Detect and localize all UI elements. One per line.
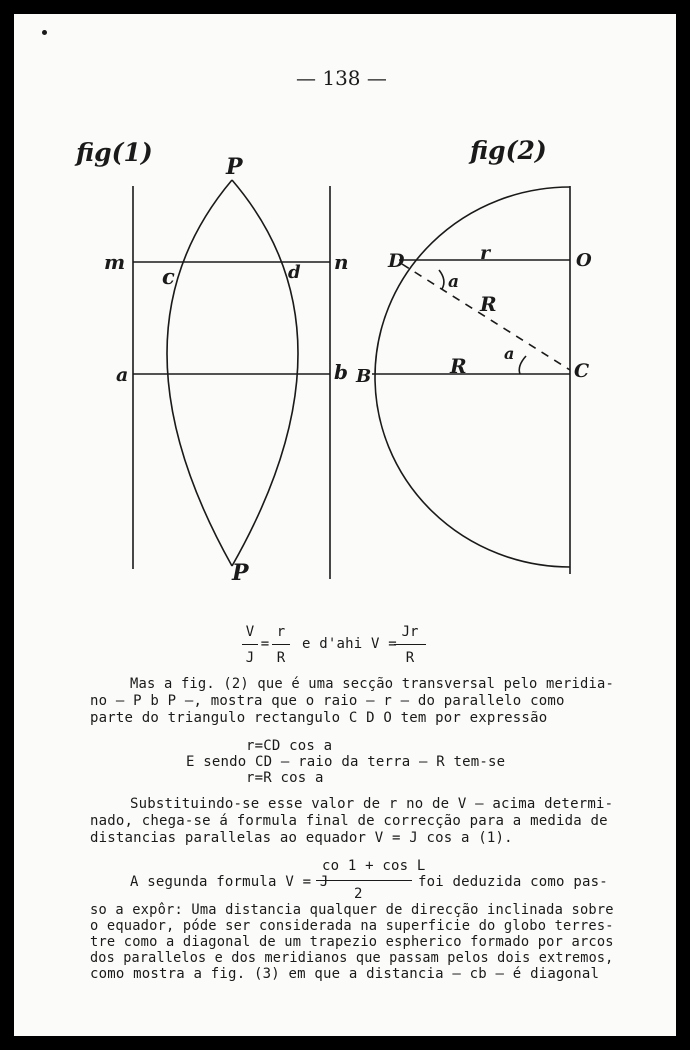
fig2-point-B: B	[356, 366, 372, 387]
fig1-point-d: d	[288, 262, 301, 283]
fig1-point-P-bottom: P	[232, 560, 249, 586]
fig2-label: fig(2)	[470, 136, 547, 165]
fig2-point-D: D	[388, 250, 405, 272]
fig2-point-O: O	[576, 250, 592, 271]
eq1-R2: R	[405, 650, 415, 666]
para3-line4: dos parallelos e dos meridianos que passam pelos dois extremos,	[90, 950, 614, 966]
para3-line3: tre como a diagonal de um trapezio espherico formado por arcos	[90, 934, 614, 950]
para3-line5: como mostra a fig. (3) em que a distancia — cb — é diagonal	[90, 966, 600, 982]
eq1-bar-right	[394, 644, 426, 645]
fig2-angle-arc-a2	[519, 356, 526, 374]
para1-line3: parte do triangulo rectangulo C D O tem por expressão	[90, 710, 548, 726]
eq1-equals: =	[260, 636, 270, 652]
fig2-label-R1: R	[480, 292, 497, 316]
formula-r-R: r=R cos a	[246, 770, 324, 786]
para2-line2: nado, chega-se á formula final de correcção para a medida de	[90, 813, 608, 829]
eq1-R: R	[276, 650, 286, 666]
eq1-V: V	[245, 624, 255, 640]
fig2-angle-a2: a	[504, 344, 515, 363]
eq1-r: r	[276, 624, 286, 640]
eq1-bar-mid	[272, 644, 290, 645]
para2-line3: distancias parallelas ao equador V = J cos a (1).	[90, 830, 513, 846]
para3-line1: so a expôr: Uma distancia qualquer de direcção inclinada sobre	[90, 902, 614, 918]
fig1-point-m: m	[104, 250, 126, 274]
fig2-angle-a1: a	[448, 272, 460, 292]
fig2-angle-arc-a1	[439, 270, 444, 289]
formula-r-cd: r=CD cos a	[246, 738, 333, 754]
eq1-Jr: Jr	[401, 624, 419, 640]
eq2-denominator: 2	[354, 886, 363, 902]
eq1-text: e d'ahi V =	[302, 636, 397, 652]
fig1-right-arc	[232, 180, 298, 566]
fig2-label-r: r	[480, 242, 491, 264]
fig2-radius-dc	[402, 264, 570, 370]
formula-sendo: E sendo CD — raio da terra — R tem-se	[186, 754, 506, 770]
fig2-semicircle	[375, 187, 570, 567]
para3-line2: o equador, póde ser considerada na superficie do globo terres-	[90, 918, 614, 934]
eq2-lead: A segunda formula V = J	[130, 874, 329, 890]
para2-line1: Substituindo-se esse valor de r no de V — acima determi-	[130, 796, 614, 812]
fig1-left-arc	[167, 180, 232, 566]
para1-line1: Mas a fig. (2) que é uma secção transversal pelo meridia-	[130, 676, 614, 692]
fig1-label: fig(1)	[76, 138, 153, 167]
book-page	[14, 14, 676, 1036]
eq2-tail: foi deduzida como pas-	[418, 874, 608, 890]
eq2-numerator: co 1 + cos L	[322, 858, 426, 874]
fig1-point-c: c	[162, 264, 175, 289]
fig1-point-b: b	[334, 360, 348, 384]
figures-drawing	[14, 14, 676, 614]
fig2-point-C: C	[574, 360, 590, 382]
eq1-J: J	[245, 650, 255, 666]
page-number: — 138 —	[296, 66, 387, 90]
eq1-bar-left	[242, 644, 258, 645]
fig1-point-a: a	[116, 364, 129, 386]
para1-line2: no — P b P —, mostra que o raio — r — do parallelo como	[90, 693, 565, 709]
fig2-label-R2: R	[450, 354, 467, 378]
fig1-point-P-top: P	[226, 154, 243, 180]
fig1-point-n: n	[334, 250, 349, 274]
eq2-fraction-bar	[316, 880, 412, 881]
